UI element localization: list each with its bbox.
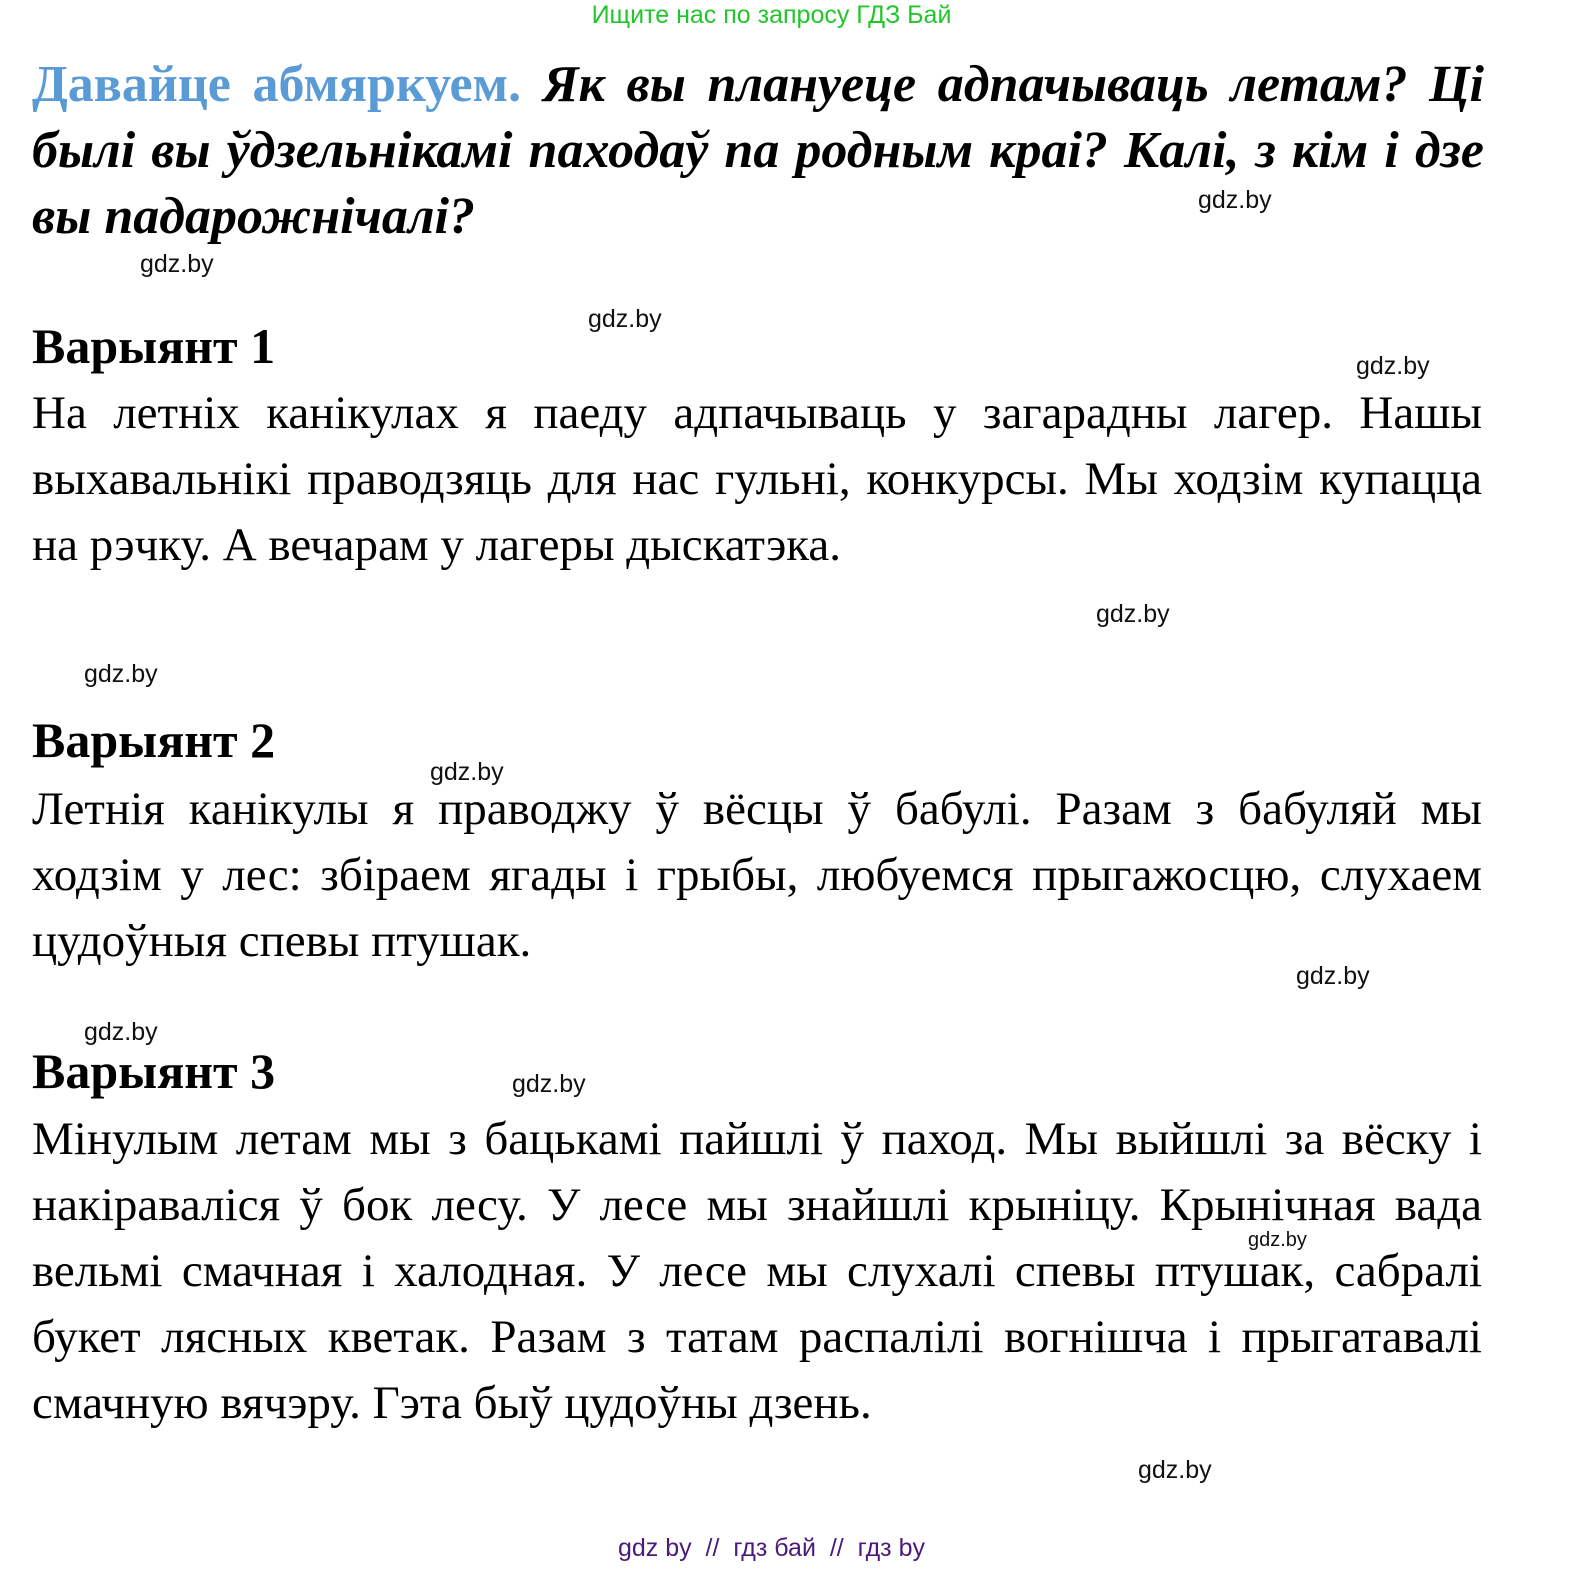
watermark: gdz.by: [430, 758, 504, 786]
watermark: gdz.by: [1356, 352, 1430, 380]
watermark: gdz.by: [84, 1018, 158, 1046]
watermark: gdz.by: [1138, 1456, 1212, 1484]
watermark: gdz.by: [1096, 600, 1170, 628]
search-banner: Ищите нас по запросу ГДЗ Бай: [591, 1, 952, 29]
variant-2-title: Варыянт 2: [32, 712, 276, 768]
variant-3-title: Варыянт 3: [32, 1043, 276, 1099]
discussion-lead-punct: .: [508, 56, 543, 113]
watermark: gdz.by: [1248, 1229, 1307, 1251]
discussion-question: [32, 52, 1484, 250]
watermark: gdz.by: [84, 660, 158, 688]
variant-1-text: На летніх канікулах я паеду адпачываць у загарадны лагер. Нашы выхавальнікі праводзяць для нас гульні, конкурсы. Мы ходзім купацца на рэчку. А вечарам у лагеры дыскатэка.: [32, 387, 1482, 571]
variant-2-text: Летнія канікулы я праводжу ў вёсцы ў бабулі. Разам з бабуляй мы ходзім у лес: збіраем ягады і грыбы, любуемся прыгажосцю, слухаем цудоўныя спевы птушак.: [32, 783, 1482, 967]
watermark: gdz.by: [512, 1070, 586, 1098]
watermark: gdz.by: [140, 250, 214, 278]
watermark: gdz.by: [1296, 962, 1370, 990]
footer-links: gdz by // гдз бай // гдз by: [617, 1534, 925, 1562]
variant-3-text: Мінулым летам мы з бацькамі пайшлі ў паход. Мы выйшлі за вёску і накіраваліся ў бок лесу. У лесе мы знайшлі крыніцу. Крынічная вада вельмі смачная і халодная. У лесе мы слухалі спевы птушак, сабралі букет лясных кветак. Разам з татам распалілі вогнішча і прыгатавалі смачную вячэру. Гэта быў цудоўны дзень.: [32, 1113, 1482, 1429]
watermark: gdz.by: [588, 305, 662, 333]
variant-1-title: Варыянт 1: [32, 318, 276, 374]
discussion-lead: Давайце абмяркуем: [32, 56, 509, 113]
discussion-question-text: Як вы плануеце адпачываць летам? Ці былі вы ўдзельнікамі паходаў па родным краі? Калі, з кім і дзе вы падарожнічалі?: [32, 56, 1485, 245]
watermark: gdz.by: [1198, 186, 1272, 214]
